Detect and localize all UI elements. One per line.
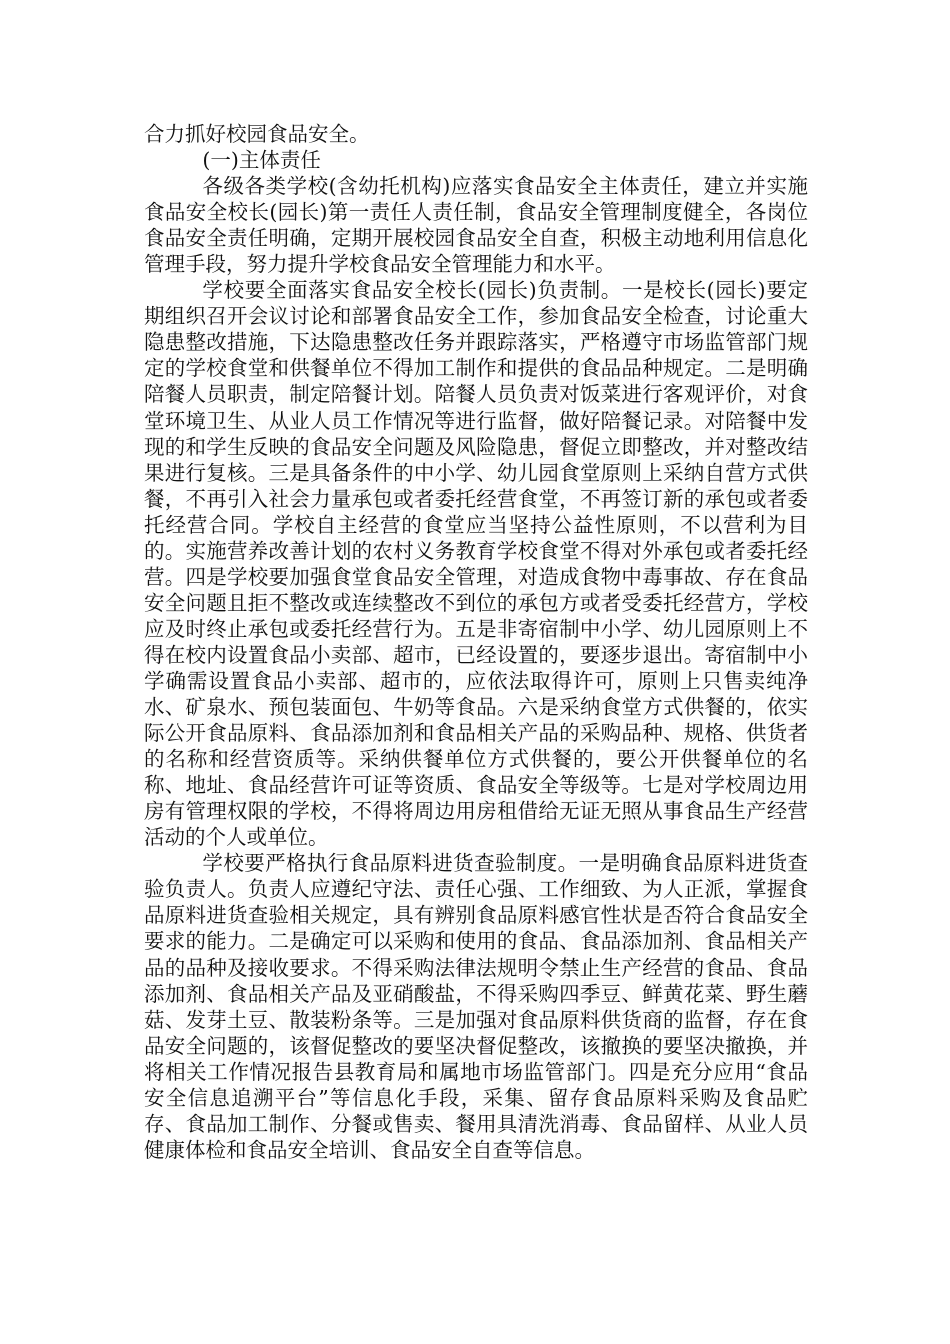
paragraph-1: 各级各类学校(含幼托机构)应落实食品安全主体责任，建立并实施食品安全校长(园长)第一责任人责任制，食品安全管理制度健全，各岗位食品安全责任明确，定期开展校园食品安全自查，积极主动地利用信息化管理手段，努力提升学校食品安全管理能力和水平。 bbox=[144, 174, 808, 277]
lead-line: 合力抓好校园食品安全。 bbox=[144, 122, 370, 146]
paragraph-3: 学校要严格执行食品原料进货查验制度。一是明确食品原料进货查验负责人。负责人应遵纪守法、责任心强、工作细致、为人正派，掌握食品原料进货查验相关规定，具有辨别食品原料感官性状是否符合食品安全要求的能力。二是确定可以采购和使用的食品、食品添加剂、食品相关产品的品种及接收要求。不得采购法律法规明令禁止生产经营的食品、食品添加剂、食品相关产品及亚硝酸盐，不得采购四季豆、鲜黄花菜、野生蘑菇、发芽土豆、散装粉条等。三是加强对食品原料供货商的监督，存在食品安全问题的，该督促整改的要坚决督促整改，该撤换的要坚决撤换，并将相关工作情况报告县教育局和属地市场监管部门。四是充分应用“食品安全信息追溯平台”等信息化手段，采集、留存食品原料采购及食品贮存、食品加工制作、分餐或售卖、餐用具清洗消毒、食品留样、从业人员健康体检和食品安全培训、食品安全自查等信息。 bbox=[144, 851, 808, 1162]
document-page bbox=[144, 121, 808, 1163]
paragraph-2: 学校要全面落实食品安全校长(园长)负责制。一是校长(园长)要定期组织召开会议讨论和部署食品安全工作，参加食品安全检查，讨论重大隐患整改措施，下达隐患整改任务并跟踪落实，严格遵守市场监管部门规定的学校食堂和供餐单位不得加工制作和提供的食品品种规定。二是明确陪餐人员职责，制定陪餐计划。陪餐人员负责对饭菜进行客观评价，对食堂环境卫生、从业人员工作情况等进行监督，做好陪餐记录。对陪餐中发现的和学生反映的食品安全问题及风险隐患，督促立即整改，并对整改结果进行复核。三是具备条件的中小学、幼儿园食堂原则上采纳自营方式供餐，不再引入社会力量承包或者委托经营食堂，不再签订新的承包或者委托经营合同。学校自主经营的食堂应当坚持公益性原则，不以营利为目的。实施营养改善计划的农村义务教育学校食堂不得对外承包或者委托经营。四是学校要加强食堂食品安全管理，对造成食物中毒事故、存在食品安全问题且拒不整改或连续整改不到位的承包方或者受委托经营方，学校应及时终止承包或委托经营行为。五是非寄宿制中小学、幼儿园原则上不得在校内设置食品小卖部、超市，已经设置的，要逐步退出。寄宿制中小学确需设置食品小卖部、超市的，应依法取得许可，原则上只售卖纯净水、矿泉水、预包装面包、牛奶等食品。六是采纳食堂方式供餐的，依实际公开食品原料、食品添加剂和食品相关产品的采购品种、规格、供货者的名称和经营资质等。采纳供餐单位方式供餐的，要公开供餐单位的名称、地址、食品经营许可证等资质、食品安全等级等。七是对学校周边用房有管理权限的学校，不得将周边用房租借给无证无照从事食品生产经营活动的个人或单位。 bbox=[144, 278, 808, 850]
section-heading: (一)主体责任 bbox=[202, 148, 321, 173]
